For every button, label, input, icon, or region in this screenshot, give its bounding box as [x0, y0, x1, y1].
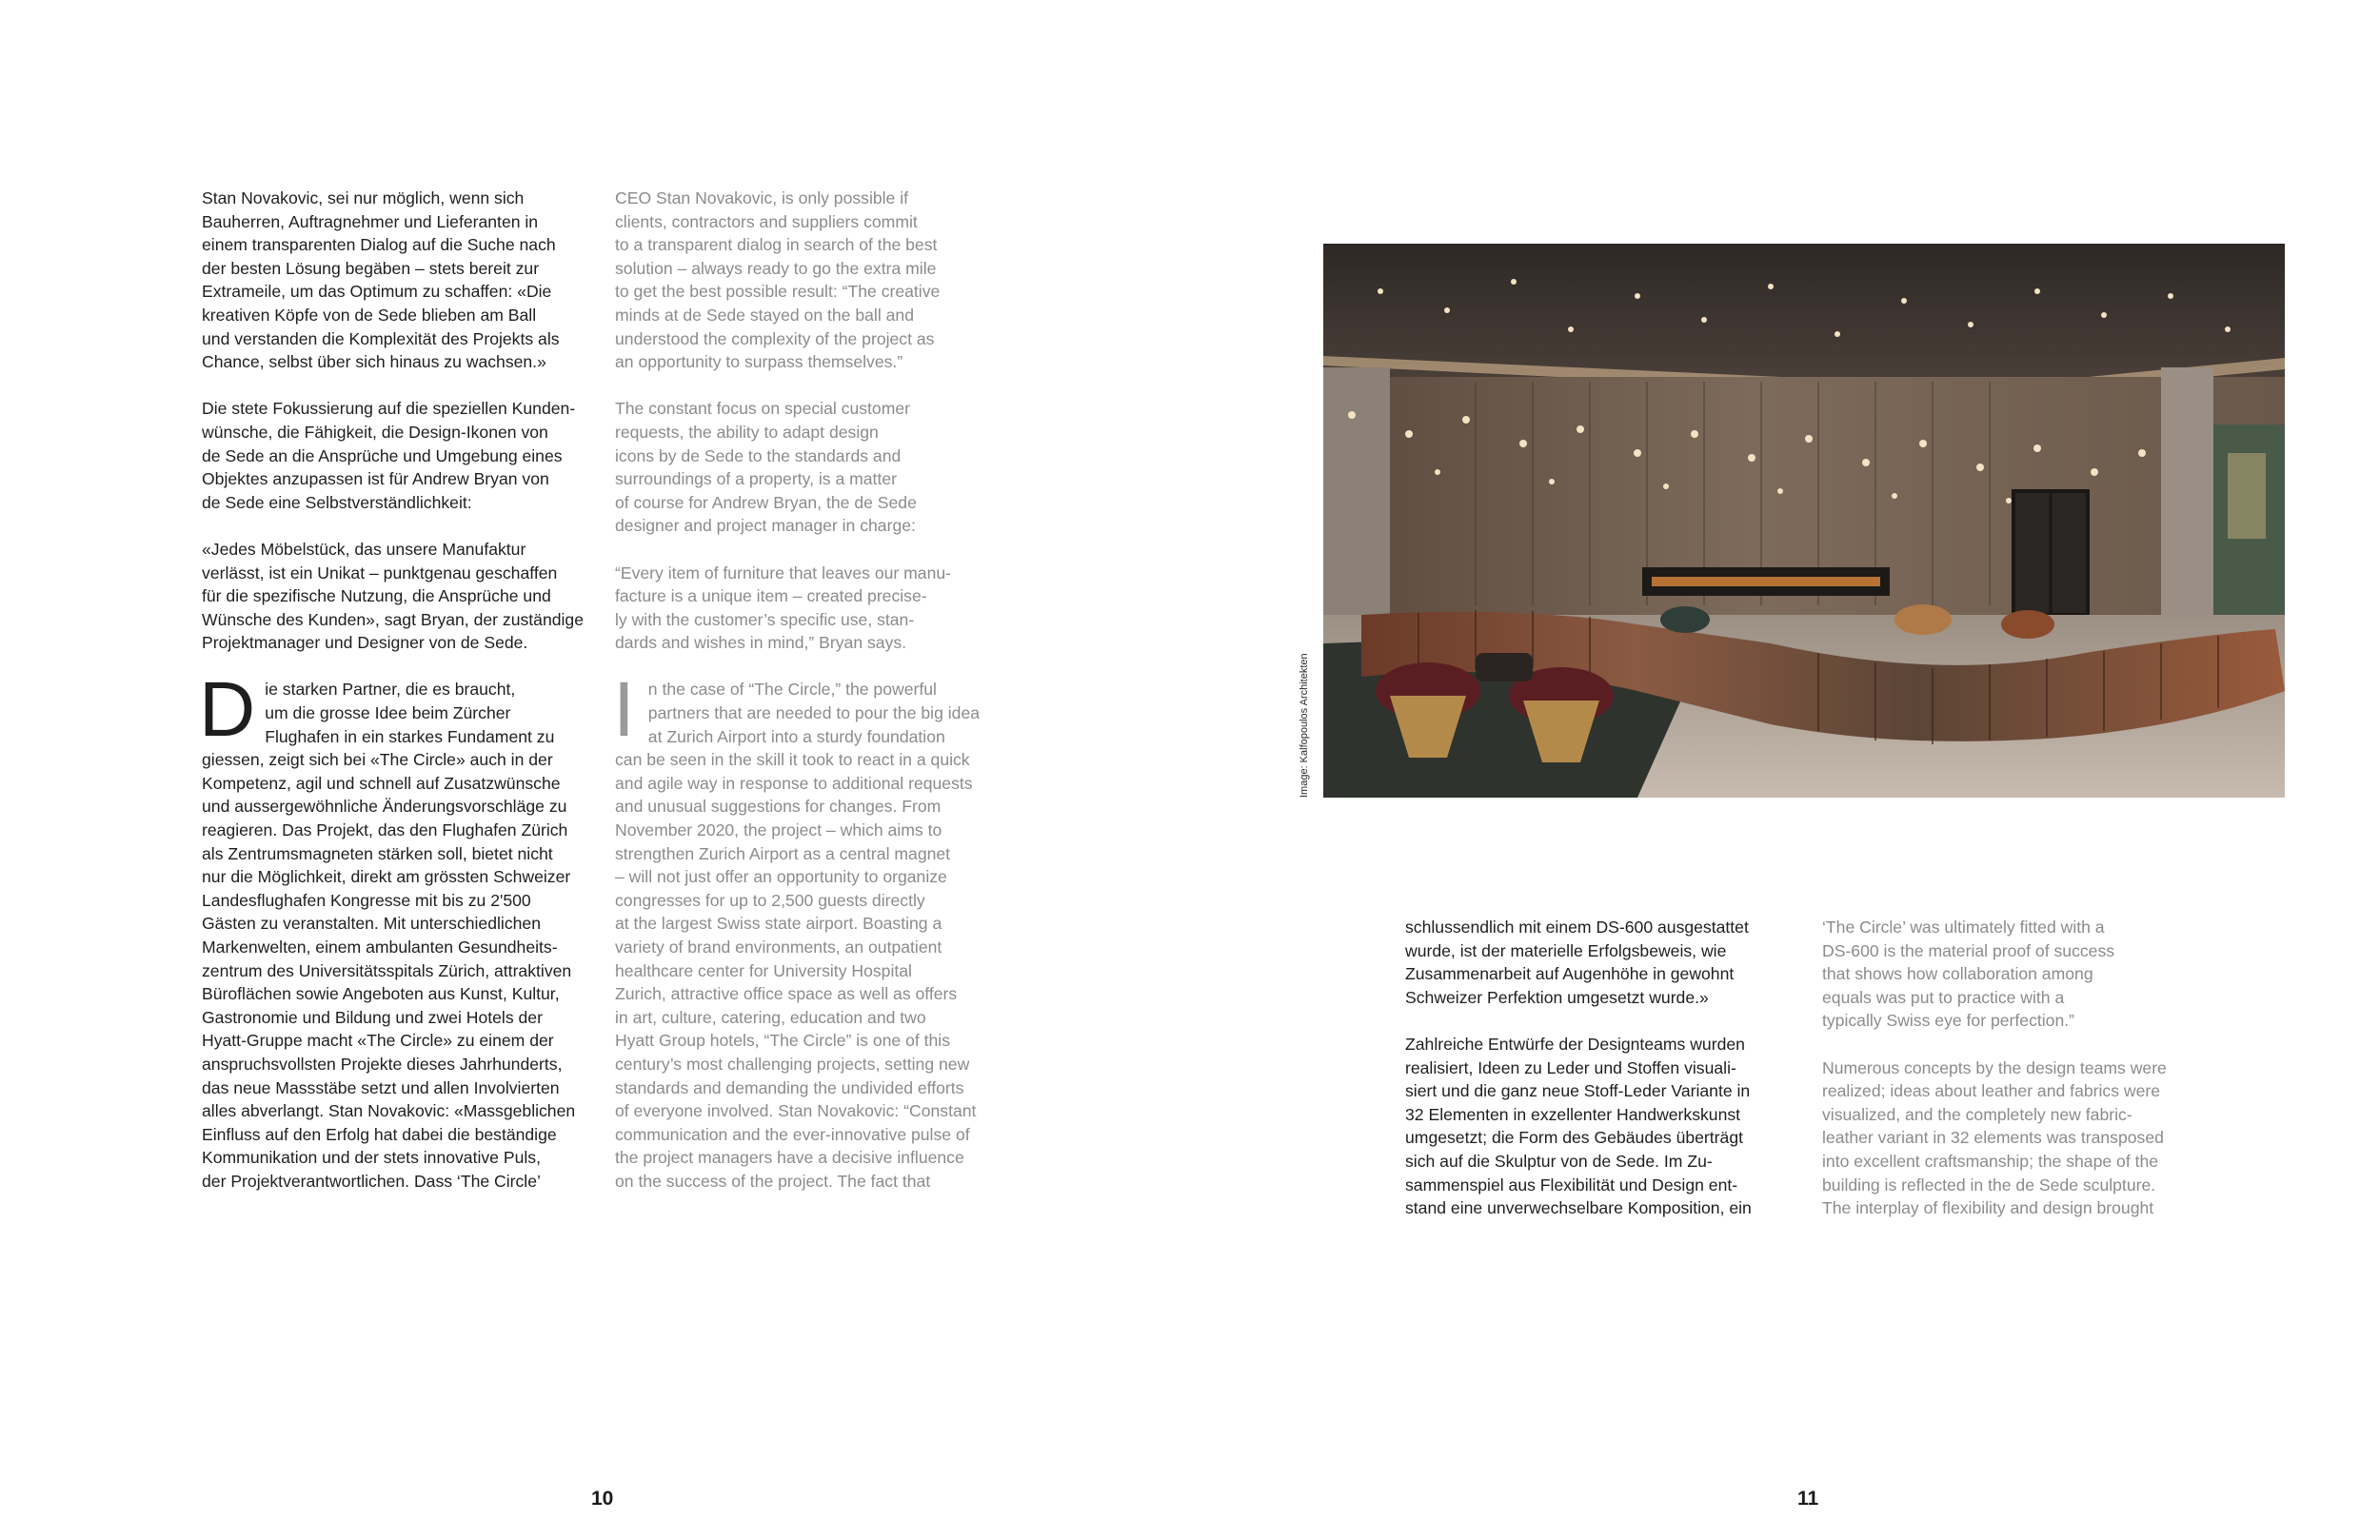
- paragraph: [202, 538, 602, 655]
- text-line: CEO Stan Novakovic, is only possible if: [615, 188, 909, 207]
- text-line: Stan Novakovic, sei nur möglich, wenn sich: [202, 188, 525, 207]
- text-line: 32 Elementen in exzellenter Handwerkskunst: [1405, 1104, 1741, 1124]
- text-line: für die spezifische Nutzung, die Ansprüche und: [202, 586, 551, 606]
- text-line: at Zurich Airport into a sturdy foundation: [647, 726, 945, 746]
- text-line: surroundings of a property, is a matter: [615, 469, 897, 489]
- text-line: into excellent craftsmanship; the shape of the: [1822, 1151, 2159, 1171]
- lounge-photo: [1323, 244, 2285, 798]
- text-line: century’s most challenging projects, setting new: [615, 1054, 970, 1074]
- text-line: wünsche, die Fähigkeit, die Design-Ikonen von: [202, 422, 548, 442]
- text-line: healthcare center for University Hospital: [615, 960, 912, 980]
- text-line: nur die Möglichkeit, direkt am grössten Schweizer: [202, 867, 571, 887]
- text-line: «Jedes Möbelstück, das unsere Manufaktur: [202, 539, 526, 559]
- text-line: visualized, and the completely new fabric-: [1822, 1104, 2132, 1124]
- text-line: communication and the ever-innovative pulse of: [615, 1124, 970, 1144]
- text-line: sammenspiel aus Flexibilität und Design ent-: [1405, 1175, 1738, 1194]
- drop-lines: [202, 678, 602, 748]
- text-line: Schweizer Perfektion umgesetzt wurde.»: [1405, 987, 1709, 1007]
- drop-cap: I: [613, 666, 635, 754]
- text-line: de Sede an die Ansprüche und Umgebung eines: [202, 445, 563, 465]
- text-line: variety of brand environments, an outpatient: [615, 938, 942, 957]
- text-line: at the largest Swiss state airport. Boasting a: [615, 914, 942, 934]
- left-en-paragraphs: [615, 187, 1024, 655]
- text-line: umgesetzt; die Form des Gebäudes überträgt: [1405, 1128, 1743, 1148]
- text-line: Zahlreiche Entwürfe der Designteams wurden: [1405, 1034, 1745, 1054]
- text-line: that shows how collaboration among: [1822, 964, 2093, 984]
- left-de-paragraphs: [202, 187, 602, 655]
- paragraph: [615, 187, 1024, 374]
- text-line: Wünsche des Kunden», sagt Bryan, der zuständige: [202, 609, 584, 629]
- paragraph: [202, 397, 602, 514]
- page-number-left: 10: [591, 1488, 614, 1510]
- paragraph: [615, 397, 1024, 538]
- text-line: Numerous concepts by the design teams were: [1822, 1057, 2167, 1077]
- text-line: Markenwelten, einem ambulanten Gesundheits-: [202, 938, 558, 957]
- text-line: der Projektverantwortlichen. Dass ‘The Circle’: [202, 1171, 541, 1191]
- text-line: Chance, selbst über sich hinaus zu wachsen.»: [202, 352, 546, 372]
- right-en-paragraphs: [1822, 916, 2231, 1220]
- text-line: Kompetenz, agil und schnell auf Zusatzwünsche: [202, 773, 561, 793]
- paragraph: [202, 187, 602, 374]
- right-en-column: [1822, 916, 2231, 1220]
- column-left: [1323, 367, 1390, 653]
- text-line: clients, contractors and suppliers commit: [615, 211, 918, 231]
- text-line: schlussendlich mit einem DS-600 ausgestattet: [1405, 918, 1749, 937]
- text-line: The interplay of flexibility and design brought: [1822, 1198, 2154, 1218]
- text-line: giessen, zeigt sich bei «The Circle» auch in der: [202, 750, 553, 770]
- text-line: partners that are needed to pour the big idea: [647, 703, 981, 723]
- text-line: Gästen zu veranstalten. Mit unterschiedlichen: [202, 914, 541, 934]
- left-en-dropcap-paragraph: [613, 666, 1024, 1193]
- text-line: Einfluss auf den Erfolg hat dabei die beständige: [202, 1124, 557, 1144]
- text-line: Die stete Fokussierung auf die speziellen Kunden-: [202, 399, 576, 419]
- page-number-right: 11: [1797, 1488, 1819, 1510]
- right-de-paragraphs: [1405, 916, 1805, 1220]
- paragraph: [615, 562, 1024, 655]
- text-line: Gastronomie und Bildung und zwei Hotels der: [202, 1007, 543, 1027]
- text-line: Bauherren, Auftragnehmer und Lieferanten in: [202, 211, 539, 231]
- text-line: Flughafen in ein starkes Fundament zu: [265, 726, 555, 746]
- text-line: can be seen in the skill it took to react in a quick: [615, 750, 970, 770]
- side-table: [1476, 653, 1533, 681]
- text-line: equals was put to practice with a: [1822, 987, 2065, 1007]
- text-line: facture is a unique item – created precise-: [615, 586, 927, 606]
- text-line: einem transparenten Dialog auf die Suche nach: [202, 235, 556, 255]
- drop-cap: D: [199, 666, 256, 754]
- paragraph: [1405, 916, 1805, 1009]
- text-line: of course for Andrew Bryan, the de Sede: [615, 492, 917, 512]
- text-line: und verstanden die Komplexität des Projekts als: [202, 328, 560, 348]
- paragraph: [1822, 1056, 2231, 1220]
- text-line: in art, culture, catering, education and two: [615, 1007, 926, 1027]
- text-line: the project managers have a decisive influence: [615, 1148, 964, 1168]
- text-line: icons by de Sede to the standards and: [615, 445, 902, 465]
- text-line: strengthen Zurich Airport as a central magnet: [615, 843, 951, 863]
- text-line: DS-600 is the material proof of success: [1822, 940, 2115, 960]
- text-line: designer and project manager in charge:: [615, 516, 916, 536]
- text-line: wurde, ist der materielle Erfolgsbeweis, wie: [1405, 940, 1727, 960]
- text-line: kreativen Köpfe von de Sede blieben am Ball: [202, 305, 537, 325]
- drop-lines: [613, 666, 1024, 754]
- text-line: leather variant in 32 elements was transposed: [1822, 1128, 2164, 1148]
- left-de-dropcap-paragraph: [199, 666, 602, 1193]
- text-line: Büroflächen sowie Angeboten aus Kunst, Kultur,: [202, 984, 560, 1004]
- text-line: November 2020, the project – which aims to: [615, 820, 942, 840]
- text-line: siert und die ganz neue Stoff-Leder Variante in: [1405, 1081, 1751, 1101]
- text-line: to get the best possible result: “The creative: [615, 282, 941, 302]
- text-line: anspruchsvollsten Projekte dieses Jahrhunderts,: [202, 1054, 563, 1074]
- text-line: de Sede eine Selbstverständlichkeit:: [202, 492, 472, 512]
- text-line: Zusammenarbeit auf Augenhöhe in gewohnt: [1405, 964, 1735, 984]
- text-line: das neue Massstäbe setzt und allen Involvierten: [202, 1077, 560, 1097]
- text-line: minds at de Sede stayed on the ball and: [615, 305, 914, 325]
- after-drop-lines: [615, 748, 1024, 1193]
- paragraph: [1405, 1033, 1805, 1220]
- right-de-column: [1405, 916, 1805, 1220]
- text-line: dards and wishes in mind,” Bryan says.: [615, 633, 907, 653]
- column-right: [2161, 367, 2213, 653]
- text-line: and unusual suggestions for changes. From: [615, 797, 942, 817]
- text-line: realized; ideas about leather and fabrics were: [1822, 1081, 2161, 1101]
- text-line: Zurich, attractive office space as well as offers: [615, 984, 958, 1004]
- text-line: alles abverlangt. Stan Novakovic: «Massgeblichen: [202, 1101, 576, 1121]
- text-line: Hyatt Group hotels, “The Circle” is one of this: [615, 1031, 951, 1051]
- after-drop-lines: [202, 748, 602, 1193]
- text-line: ‘The Circle’ was ultimately fitted with a: [1822, 918, 2105, 937]
- text-line: sich auf die Skulptur von de Sede. Im Zu-: [1405, 1151, 1713, 1171]
- text-line: als Zentrumsmagneten stärken soll, bietet nicht: [202, 843, 553, 863]
- text-line: Landesflughafen Kongresse mit bis zu 2'500: [202, 890, 531, 910]
- text-line: n the case of “The Circle,” the powerful: [647, 680, 937, 700]
- text-line: requests, the ability to adapt design: [615, 422, 879, 442]
- text-line: congresses for up to 2,500 guests directly: [615, 890, 925, 910]
- text-line: verlässt, ist ein Unikat – punktgenau geschaffen: [202, 563, 558, 582]
- text-line: ie starken Partner, die es braucht,: [265, 680, 516, 700]
- photo-credit: Image: Kalfopoulos Architekten: [1299, 653, 1310, 798]
- text-line: and agile way in response to additional requests: [615, 773, 973, 793]
- text-line: realisiert, Ideen zu Leder und Stoffen visuali-: [1405, 1057, 1736, 1077]
- text-line: to a transparent dialog in search of the best: [615, 235, 938, 255]
- text-line: of everyone involved. Stan Novakovic: “Constant: [615, 1101, 977, 1121]
- text-line: an opportunity to surpass themselves.”: [615, 352, 903, 372]
- text-line: Kommunikation und der stets innovative Puls,: [202, 1148, 541, 1168]
- text-line: um die grosse Idee beim Zürcher: [265, 703, 511, 723]
- text-line: reagieren. Das Projekt, das den Flughafen Zürich: [202, 820, 568, 840]
- text-line: “Every item of furniture that leaves our manu-: [615, 563, 952, 582]
- text-line: The constant focus on special customer: [615, 399, 911, 419]
- text-line: Hyatt-Gruppe macht «The Circle» zu einem der: [202, 1031, 554, 1051]
- text-line: und aussergewöhnliche Änderungsvorschläge zu: [202, 797, 567, 817]
- text-line: Extrameile, um das Optimum zu schaffen: «Die: [202, 282, 552, 302]
- left-en-column: [615, 187, 1024, 1194]
- text-line: zentrum des Universitätsspitals Zürich, attraktiven: [202, 960, 572, 980]
- text-line: solution – always ready to go the extra mile: [615, 258, 937, 278]
- text-line: on the success of the project. The fact that: [615, 1171, 931, 1191]
- text-line: stand eine unverwechselbare Komposition, ein: [1405, 1198, 1752, 1218]
- text-line: understood the complexity of the project as: [615, 328, 935, 348]
- left-de-column: [199, 187, 602, 1194]
- text-line: der besten Lösung begäben – stets bereit zur: [202, 258, 540, 278]
- text-line: standards and demanding the undivided efforts: [615, 1077, 964, 1097]
- text-line: ly with the customer’s specific use, stan-: [615, 609, 915, 629]
- text-line: Projektmanager und Designer von de Sede.: [202, 633, 528, 653]
- text-line: – will not just offer an opportunity to organize: [615, 867, 947, 887]
- text-line: typically Swiss eye for perfection.”: [1822, 1011, 2074, 1031]
- text-line: Objektes anzupassen ist für Andrew Bryan von: [202, 469, 549, 489]
- text-line: building is reflected in the de Sede sculpture.: [1822, 1175, 2156, 1194]
- paragraph: [1822, 916, 2231, 1033]
